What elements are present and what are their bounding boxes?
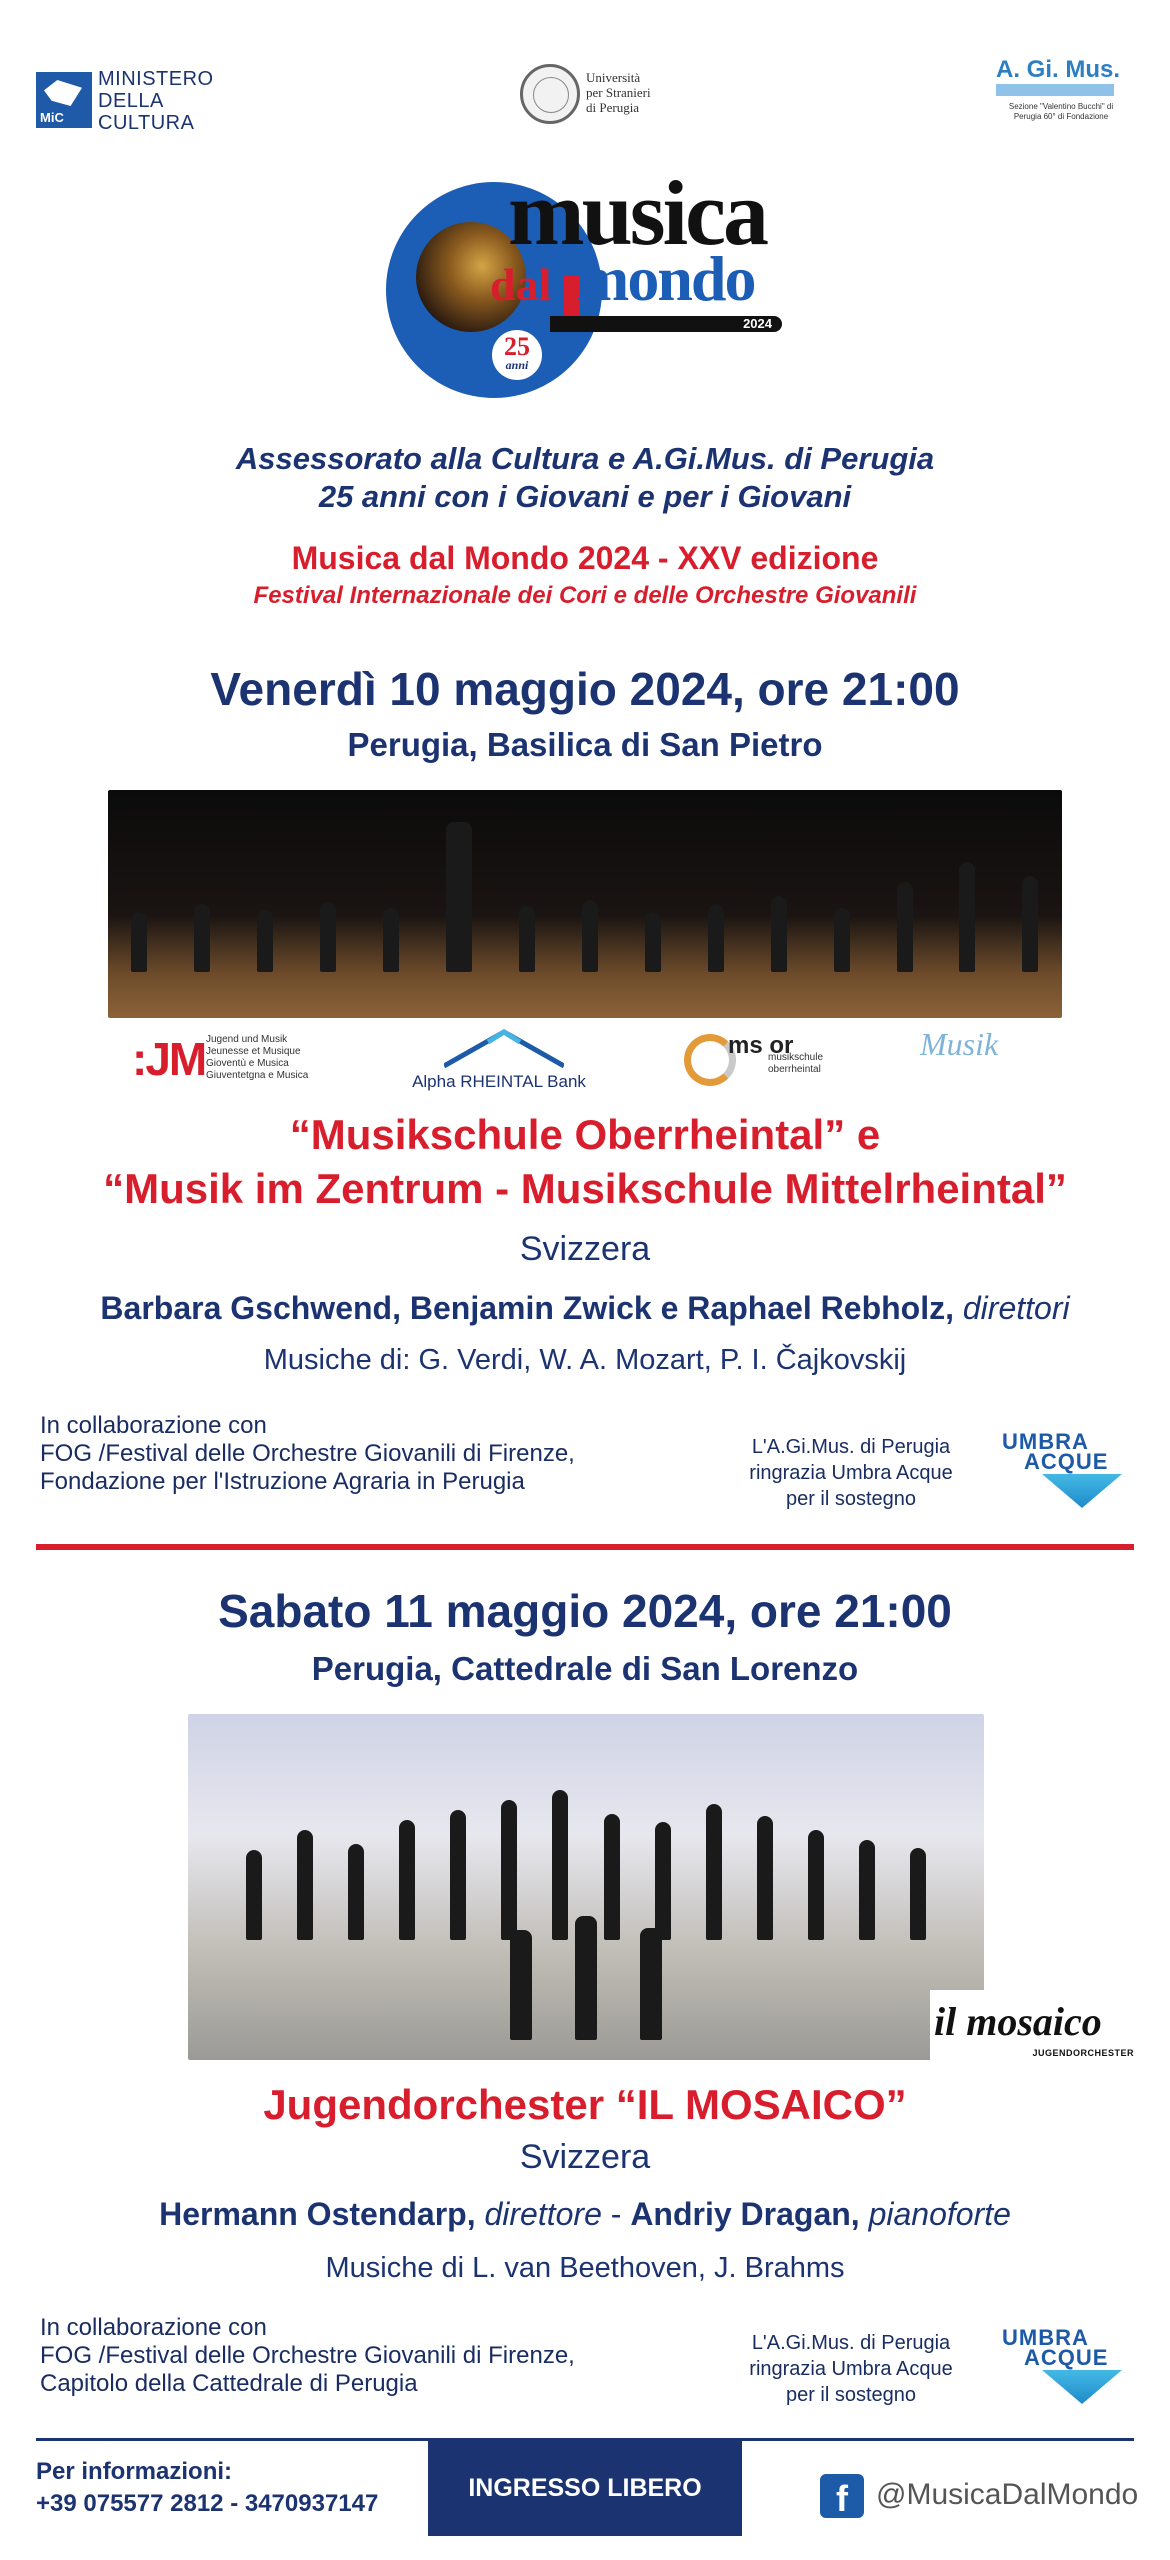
mic-mark: MiC — [40, 110, 64, 125]
agimus-title: A. Gi. Mus. — [996, 56, 1121, 83]
event2-director-role: direttore — [484, 2196, 602, 2232]
event2-thanks — [706, 2330, 996, 2408]
jm-line: Gioventù e Musica — [206, 1058, 289, 1069]
jm-line: Jugend und Musik — [206, 1034, 288, 1045]
msor-text — [768, 1052, 823, 1076]
event1-thanks — [706, 1434, 996, 1512]
sponsor-alpha-rheintal-logo — [404, 1028, 594, 1094]
acque-word: ACQUE — [1024, 2345, 1109, 2370]
il-mosaico-logo — [930, 1990, 1138, 2070]
event2-country: Svizzera — [519, 2138, 651, 2176]
event1-group-line-2: “Musik im Zentrum - Musikschule Mittelrheintal” — [103, 1165, 1067, 1212]
musik-mark: Musik — [920, 1026, 999, 1062]
anniversary-number: 25 — [504, 332, 530, 361]
thanks-line: L'A.Gi.Mus. di Perugia — [751, 2332, 951, 2354]
edition-title: Musica dal Mondo 2024 - XXV edizione — [291, 540, 879, 576]
collab-line: FOG /Festival delle Orchestre Giovanili di Firenze, — [40, 1440, 575, 1467]
festival-subtitle: Festival Internazionale dei Cori e delle Orchestre Giovanili — [253, 582, 917, 609]
ministero-cultura-logo — [36, 66, 216, 136]
photo-conductors — [188, 1916, 984, 2040]
event1-music: Musiche di: G. Verdi, W. A. Mozart, P. I. Čajkovskij — [263, 1344, 907, 1376]
collab-line: In collaborazione con — [40, 1412, 267, 1439]
ministry-name — [98, 68, 214, 134]
university-line: per Stranieri — [586, 85, 651, 100]
event2-collaboration — [40, 2314, 575, 2398]
water-drop-icon — [1042, 1474, 1122, 1508]
free-entry-banner: INGRESSO LIBERO — [428, 2440, 742, 2536]
msor-mark: ms or — [728, 1032, 794, 1059]
event1-place: Perugia, Basilica di San Pietro — [347, 726, 823, 763]
event2-place: Perugia, Cattedrale di San Lorenzo — [311, 1650, 859, 1687]
thanks-line: ringrazia Umbra Acque — [749, 1462, 953, 1484]
event1-directors — [0, 1290, 1170, 1327]
event2-music: Musiche di L. van Beethoven, J. Brahms — [325, 2252, 845, 2284]
ministry-line: CULTURA — [98, 112, 195, 134]
intro-line-1: Assessorato alla Cultura e A.Gi.Mus. di Perugia — [235, 441, 935, 476]
agimus-logo — [996, 58, 1136, 146]
collab-line: FOG /Festival delle Orchestre Giovanili di Firenze, — [40, 2342, 575, 2369]
sponsor-jugend-musik-logo — [132, 1028, 322, 1094]
university-logo — [520, 64, 660, 128]
photo-musicians — [108, 822, 1062, 972]
footer-info — [36, 2456, 378, 2520]
jm-line: Jeunesse et Musique — [206, 1046, 301, 1057]
event2-orchestra-photo — [188, 1714, 984, 2060]
event1-group — [0, 1108, 1170, 1216]
event2-separator: - — [601, 2196, 631, 2232]
thanks-line: per il sostegno — [785, 2384, 917, 2406]
collab-line: In collaborazione con — [40, 2314, 267, 2341]
intro-line-2: 25 anni con i Giovani e per i Giovani — [318, 479, 852, 514]
umbra-acque-logo — [1002, 1429, 1142, 1520]
university-line: di Perugia — [586, 100, 640, 115]
event1-group-line-1: “Musikschule Oberrheintal” e — [289, 1111, 881, 1158]
info-label: Per informazioni: — [36, 2458, 233, 2485]
university-line: Università — [586, 70, 641, 85]
msor-line: oberrheintal — [768, 1064, 821, 1075]
event2-pianist-name: Andriy Dragan, — [630, 2196, 860, 2232]
university-name — [586, 70, 651, 115]
info-phones[interactable]: +39 075577 2812 - 3470937147 — [36, 2490, 379, 2517]
umbra-word: UMBRA — [1002, 2325, 1089, 2350]
university-seal-icon — [520, 64, 580, 124]
festival-logo-dal: dal — [490, 259, 552, 310]
festival-logo — [380, 162, 800, 408]
mic-emblem-icon — [36, 72, 92, 128]
sponsor-musik-im-zentrum-logo — [920, 1026, 1060, 1096]
event2-date: Sabato 11 maggio 2024, ore 21:00 — [218, 1585, 952, 1637]
sponsor-msor-logo — [684, 1030, 844, 1092]
water-drop-icon — [1042, 2370, 1122, 2404]
agimus-subtitle: Sezione "Valentino Bucchi" di Perugia 60° di Fondazione — [1008, 102, 1114, 121]
jm-mark: :JM — [132, 1033, 206, 1085]
event1-date: Venerdì 10 maggio 2024, ore 21:00 — [210, 663, 960, 715]
umbra-word: UMBRA — [1002, 1429, 1089, 1454]
facebook-icon[interactable]: f — [820, 2474, 864, 2518]
event1-director-names: Barbara Gschwend, Benjamin Zwick e Raphael Rebholz, — [100, 1290, 954, 1326]
ministry-line: DELLA — [98, 90, 164, 112]
section-divider — [36, 1544, 1134, 1550]
facebook-handle[interactable]: @MusicaDalMondo — [876, 2478, 1139, 2511]
event2-performers — [0, 2196, 1170, 2233]
anniversary-anni: anni — [505, 358, 529, 372]
thanks-line: L'A.Gi.Mus. di Perugia — [751, 1436, 951, 1458]
event1-orchestra-photo — [108, 790, 1062, 1018]
event2-group: Jugendorchester “IL MOSAICO” — [263, 2081, 907, 2128]
alpha-name: Alpha RHEINTAL Bank — [412, 1072, 586, 1091]
jm-line: Giuventetgna e Musica — [206, 1070, 309, 1081]
intro-block — [0, 440, 1170, 516]
anniversary-badge — [492, 330, 542, 380]
agimus-bar — [996, 84, 1114, 96]
jm-text — [206, 1034, 308, 1082]
collab-line: Capitolo della Cattedrale di Perugia — [40, 2370, 418, 2397]
festival-logo-year-bar — [550, 316, 782, 332]
festival-logo-musica: musica — [508, 162, 766, 264]
festival-logo-mondo: mondo — [576, 243, 755, 314]
event2-director-name: Hermann Ostendarp, — [159, 2196, 476, 2232]
festival-logo-year: 2024 — [743, 316, 772, 331]
event1-country: Svizzera — [519, 1230, 651, 1268]
alpha-mountain-icon — [444, 1028, 564, 1068]
event2-pianist-role: pianoforte — [868, 2196, 1011, 2232]
ministry-line: MINISTERO — [98, 68, 214, 90]
collab-line: Fondazione per l'Istruzione Agraria in Perugia — [40, 1468, 525, 1495]
il-mosaico-mark: il mosaico — [934, 1999, 1102, 2044]
acque-word: ACQUE — [1024, 1449, 1109, 1474]
thanks-line: ringrazia Umbra Acque — [749, 2358, 953, 2380]
msor-line: musikschule — [768, 1052, 824, 1063]
umbra-acque-logo — [1002, 2325, 1142, 2416]
il-mosaico-sub: JUGENDORCHESTER — [1032, 2048, 1134, 2058]
event1-director-role: direttori — [962, 1290, 1070, 1326]
event1-collaboration — [40, 1412, 575, 1496]
thanks-line: per il sostegno — [785, 1488, 917, 1510]
